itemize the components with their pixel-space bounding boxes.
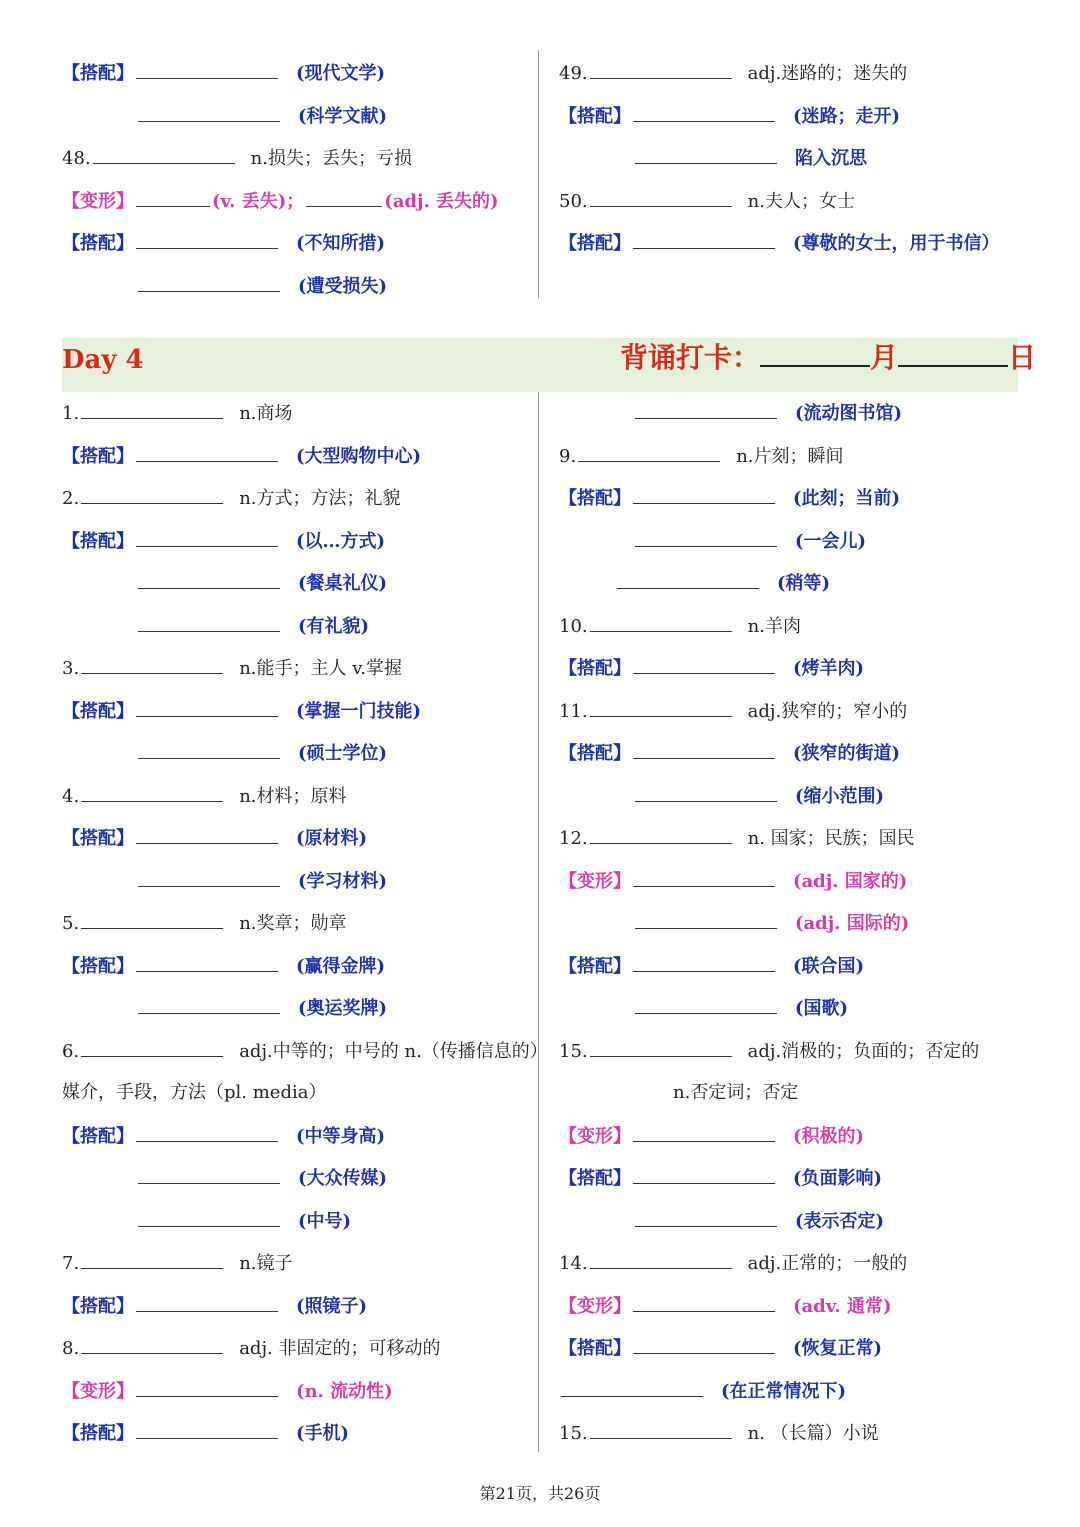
list-item <box>62 228 385 258</box>
continued-definition: n.否定词；否定 <box>673 1082 799 1103</box>
collocation-tag: 【搭配】 <box>62 828 134 849</box>
phrase-hint: (大型购物中心) <box>296 445 422 467</box>
list-item <box>62 58 385 88</box>
list-item <box>62 483 401 513</box>
phrase-hint: (缩小范围) <box>795 785 885 807</box>
phrase-hint: (积极的) <box>793 1125 865 1147</box>
variant-tag: 【变形】 <box>559 1295 631 1317</box>
entry-definition: n. 国家；民族；国民 <box>747 828 915 849</box>
phrase-hint: (不知所措) <box>296 233 386 254</box>
list-item <box>559 1333 882 1363</box>
entry-definition: n.羊肉 <box>747 615 801 637</box>
list-item <box>559 781 884 811</box>
answer-blank[interactable] <box>590 186 732 207</box>
phrase-hint: (有礼貌) <box>298 615 370 637</box>
list-item <box>559 1291 891 1321</box>
phrase-hint: (现代文学) <box>296 63 386 84</box>
answer-blank[interactable] <box>136 228 278 249</box>
answer-blank[interactable] <box>633 483 775 504</box>
list-item <box>559 101 900 131</box>
answer-blank[interactable] <box>138 611 280 632</box>
list-item <box>559 1036 979 1066</box>
checkin-label <box>620 338 1036 378</box>
checkin-text: 背诵打卡： <box>620 341 761 374</box>
phrase-hint: (此刻；当前) <box>793 488 901 509</box>
phrase-hint: (一会儿) <box>795 530 867 552</box>
list-item <box>62 823 367 853</box>
phrase-hint: (科学文献) <box>298 105 388 127</box>
list-item <box>62 526 385 556</box>
entry-definition: n. （长篇）小说 <box>747 1423 879 1444</box>
answer-blank[interactable] <box>81 1036 223 1057</box>
list-item <box>559 1206 884 1236</box>
entry-definition: adj.狭窄的；窄小的 <box>747 700 908 722</box>
phrase-hint: (硕士学位) <box>298 743 388 764</box>
answer-blank[interactable] <box>81 653 223 674</box>
collocation-tag: 【搭配】 <box>559 1338 631 1359</box>
phrase-hint: (赢得金牌) <box>296 955 386 977</box>
phrase-hint: (adj. 国家的) <box>793 870 908 892</box>
phrase-hint: (负面影响) <box>793 1168 883 1189</box>
list-item <box>62 143 412 173</box>
answer-blank[interactable] <box>93 143 235 164</box>
entry-definition: n.商场 <box>239 403 293 424</box>
list-item <box>559 866 907 896</box>
phrase-hint: (照镜子) <box>296 1295 368 1317</box>
collocation-tag: 【搭配】 <box>62 445 134 467</box>
list-item <box>62 1121 385 1151</box>
phrase-hint: (狭窄的街道) <box>793 743 901 764</box>
list-item <box>559 58 907 88</box>
collocation-tag: 【搭配】 <box>62 1423 134 1444</box>
entry-number: 9. <box>559 445 577 467</box>
list-item <box>559 186 855 216</box>
answer-blank[interactable] <box>81 483 223 504</box>
phrase-hint: (遭受损失) <box>298 275 388 297</box>
collocation-tag: 【搭配】 <box>559 233 631 254</box>
answer-blank[interactable] <box>81 398 223 419</box>
entry-number: 3. <box>62 658 80 679</box>
answer-blank[interactable] <box>138 1206 280 1227</box>
entry-number: 5. <box>62 913 80 934</box>
phrase-hint: (恢复正常) <box>793 1338 883 1359</box>
list-item <box>62 271 387 301</box>
answer-blank[interactable] <box>561 1376 703 1397</box>
entry-definition: n.损失；丢失；亏损 <box>250 148 412 169</box>
answer-blank[interactable] <box>81 1248 223 1269</box>
answer-blank[interactable] <box>81 781 223 802</box>
collocation-tag: 【搭配】 <box>559 488 631 509</box>
phrase-hint: (手机) <box>296 1423 350 1444</box>
answer-blank[interactable] <box>136 696 278 717</box>
list-item <box>559 951 864 981</box>
entry-number: 2. <box>62 488 80 509</box>
list-item <box>62 1078 326 1108</box>
list-item <box>559 908 909 938</box>
answer-blank[interactable] <box>81 1333 223 1354</box>
entry-number: 14. <box>559 1253 588 1274</box>
entry-number: 49. <box>559 63 588 84</box>
entry-definition: n.片刻；瞬间 <box>736 445 844 467</box>
list-item <box>62 1206 351 1236</box>
list-item <box>62 993 387 1023</box>
collocation-tag: 【搭配】 <box>62 955 134 977</box>
day-title: Day 4 <box>62 345 144 375</box>
list-item <box>62 1291 367 1321</box>
answer-blank[interactable] <box>136 1376 278 1397</box>
entry-number: 6. <box>62 1040 80 1062</box>
phrase-hint: (原材料) <box>296 828 368 849</box>
answer-blank[interactable] <box>590 696 732 717</box>
answer-blank[interactable] <box>136 441 278 462</box>
list-item <box>559 143 867 173</box>
list-item <box>62 1376 393 1406</box>
list-item <box>559 1163 882 1193</box>
answer-blank[interactable] <box>138 738 280 759</box>
list-item <box>559 1121 864 1151</box>
entry-number: 48. <box>62 148 91 169</box>
list-item <box>559 653 864 683</box>
list-item <box>559 1418 879 1448</box>
variant-tag: 【变形】 <box>62 190 134 212</box>
answer-blank[interactable] <box>633 1291 775 1312</box>
list-item <box>62 653 402 683</box>
answer-blank[interactable] <box>138 568 280 589</box>
entry-definition: adj.消极的；负面的；否定的 <box>747 1040 980 1062</box>
entry-number: 8. <box>62 1338 80 1359</box>
phrase-hint: (奥运奖牌) <box>298 998 388 1019</box>
answer-blank[interactable] <box>590 1248 732 1269</box>
list-item <box>62 568 387 598</box>
answer-blank[interactable] <box>635 143 777 164</box>
entry-definition: n.材料；原料 <box>239 785 347 807</box>
list-item <box>559 1248 907 1278</box>
entry-number: 4. <box>62 785 80 807</box>
entry-number: 15. <box>559 1040 588 1062</box>
entry-number: 15. <box>559 1423 588 1444</box>
phrase-hint: (adv. 通常) <box>793 1295 892 1317</box>
entry-definition: adj.迷路的；迷失的 <box>747 63 908 84</box>
phrase-hint: (表示否定) <box>795 1210 885 1232</box>
list-item <box>62 1163 387 1193</box>
phrase-hint: (学习材料) <box>298 870 388 892</box>
answer-blank[interactable] <box>633 1121 775 1142</box>
phrase-hint: 陷入沉思 <box>795 148 867 169</box>
list-item <box>62 908 347 938</box>
list-item <box>62 1248 293 1278</box>
list-item <box>62 866 387 896</box>
answer-blank[interactable] <box>136 186 210 207</box>
answer-blank[interactable] <box>136 823 278 844</box>
collocation-tag: 【搭配】 <box>62 63 134 84</box>
collocation-tag: 【搭配】 <box>559 1168 631 1189</box>
answer-blank[interactable] <box>138 271 280 292</box>
entry-definition: n.方式；方法；礼貌 <box>239 488 401 509</box>
month-blank[interactable] <box>760 339 870 367</box>
phrase-hint: (中等身高) <box>296 1125 386 1147</box>
phrase-hint: (n. 流动性) <box>296 1380 393 1402</box>
list-item <box>62 101 387 131</box>
answer-blank[interactable] <box>138 866 280 887</box>
answer-blank[interactable] <box>635 908 777 929</box>
phrase-hint: (国歌) <box>795 998 849 1019</box>
collocation-tag: 【搭配】 <box>62 700 134 722</box>
list-item <box>62 441 421 471</box>
entry-definition: adj.正常的；一般的 <box>747 1253 908 1274</box>
phrase-hint: (掌握一门技能) <box>296 700 422 722</box>
phrase-hint: (在正常情况下) <box>721 1380 847 1402</box>
phrase-hint: (adj. 国际的) <box>795 913 910 934</box>
column-divider-main <box>538 392 539 1452</box>
phrase-hint: (中号) <box>298 1210 352 1232</box>
answer-blank[interactable] <box>590 611 732 632</box>
collocation-tag: 【搭配】 <box>559 105 631 127</box>
list-item <box>559 526 866 556</box>
month-label: 月 <box>870 341 899 374</box>
list-item <box>62 1333 440 1363</box>
list-item <box>62 781 347 811</box>
collocation-tag: 【搭配】 <box>62 1295 134 1317</box>
collocation-tag: 【搭配】 <box>559 955 631 977</box>
entry-number: 7. <box>62 1253 80 1274</box>
day-label: 日 <box>1008 341 1037 374</box>
phrase-hint: (大众传媒) <box>298 1168 388 1189</box>
answer-blank[interactable] <box>136 1291 278 1312</box>
answer-blank[interactable] <box>590 1418 732 1439</box>
list-item <box>62 696 421 726</box>
list-item <box>559 611 801 641</box>
phrase-hint: (流动图书馆) <box>795 403 903 424</box>
entry-number: 12. <box>559 828 588 849</box>
phrase-hint: (adj. 丢失的) <box>384 190 499 212</box>
answer-blank[interactable] <box>633 951 775 972</box>
entry-definition: n.能手；主人 v.掌握 <box>239 658 402 679</box>
phrase-hint: (尊敬的女士，用于书信） <box>793 233 1000 254</box>
phrase-hint: (稍等) <box>777 573 831 594</box>
answer-blank[interactable] <box>136 1418 278 1439</box>
list-item <box>559 398 902 428</box>
collocation-tag: 【搭配】 <box>559 743 631 764</box>
answer-blank[interactable] <box>635 993 777 1014</box>
day-blank[interactable] <box>898 339 1008 367</box>
answer-blank[interactable] <box>136 58 278 79</box>
answer-blank[interactable] <box>633 101 775 122</box>
answer-blank[interactable] <box>590 823 732 844</box>
entry-definition: n.奖章；勋章 <box>239 913 347 934</box>
answer-blank[interactable] <box>633 228 775 249</box>
entry-number: 11. <box>559 700 588 722</box>
phrase-hint: (烤羊肉) <box>793 658 865 679</box>
answer-blank[interactable] <box>635 781 777 802</box>
answer-blank[interactable] <box>633 1163 775 1184</box>
collocation-tag: 【搭配】 <box>559 658 631 679</box>
entry-number: 50. <box>559 190 588 212</box>
list-item <box>62 738 387 768</box>
list-item <box>559 823 915 853</box>
variant-tag: 【变形】 <box>62 1380 134 1402</box>
answer-blank[interactable] <box>306 186 382 207</box>
collocation-tag: 【搭配】 <box>62 1125 134 1147</box>
continued-definition: 媒介，手段，方法（pl. media） <box>62 1082 327 1103</box>
answer-blank[interactable] <box>590 58 732 79</box>
list-item <box>559 738 900 768</box>
list-item <box>62 398 293 428</box>
answer-blank[interactable] <box>635 1206 777 1227</box>
phrase-hint: (餐桌礼仪) <box>298 573 388 594</box>
answer-blank[interactable] <box>136 1121 278 1142</box>
answer-blank[interactable] <box>81 908 223 929</box>
answer-blank[interactable] <box>590 1036 732 1057</box>
variant-tag: 【变形】 <box>559 870 631 892</box>
answer-blank[interactable] <box>633 738 775 759</box>
answer-blank[interactable] <box>633 653 775 674</box>
collocation-tag: 【搭配】 <box>62 530 134 552</box>
list-item <box>559 696 907 726</box>
answer-blank[interactable] <box>617 568 759 589</box>
list-item <box>559 568 830 598</box>
entry-number: 1. <box>62 403 80 424</box>
answer-blank[interactable] <box>578 441 720 462</box>
list-item <box>62 1036 548 1066</box>
answer-blank[interactable] <box>633 1333 775 1354</box>
answer-blank[interactable] <box>635 398 777 419</box>
phrase-hint: (v. 丢失)； <box>212 190 305 212</box>
list-item <box>559 1376 846 1406</box>
answer-blank[interactable] <box>136 526 278 547</box>
entry-definition: adj.中等的；中号的 n.（传播信息的） <box>239 1040 548 1062</box>
answer-blank[interactable] <box>633 866 775 887</box>
list-item <box>62 611 369 641</box>
collocation-tag: 【搭配】 <box>62 233 134 254</box>
list-item <box>559 441 844 471</box>
answer-blank[interactable] <box>138 101 280 122</box>
list-item <box>559 1078 798 1108</box>
list-item <box>559 483 900 513</box>
phrase-hint: (以…方式) <box>296 530 386 552</box>
list-item <box>559 228 1000 258</box>
entry-definition: adj. 非固定的；可移动的 <box>239 1338 441 1359</box>
list-item <box>62 186 499 216</box>
phrase-hint: (联合国) <box>793 955 865 977</box>
column-divider-top <box>538 50 539 298</box>
answer-blank[interactable] <box>138 1163 280 1184</box>
page-footer: 第21页，共26页 <box>479 1484 601 1503</box>
answer-blank[interactable] <box>635 526 777 547</box>
phrase-hint: (迷路；走开) <box>793 105 901 127</box>
entry-number: 10. <box>559 615 588 637</box>
answer-blank[interactable] <box>138 993 280 1014</box>
answer-blank[interactable] <box>136 951 278 972</box>
list-item <box>62 951 385 981</box>
list-item <box>62 1418 349 1448</box>
entry-definition: n.镜子 <box>239 1253 293 1274</box>
entry-definition: n.夫人；女士 <box>747 190 855 212</box>
variant-tag: 【变形】 <box>559 1125 631 1147</box>
list-item <box>559 993 848 1023</box>
